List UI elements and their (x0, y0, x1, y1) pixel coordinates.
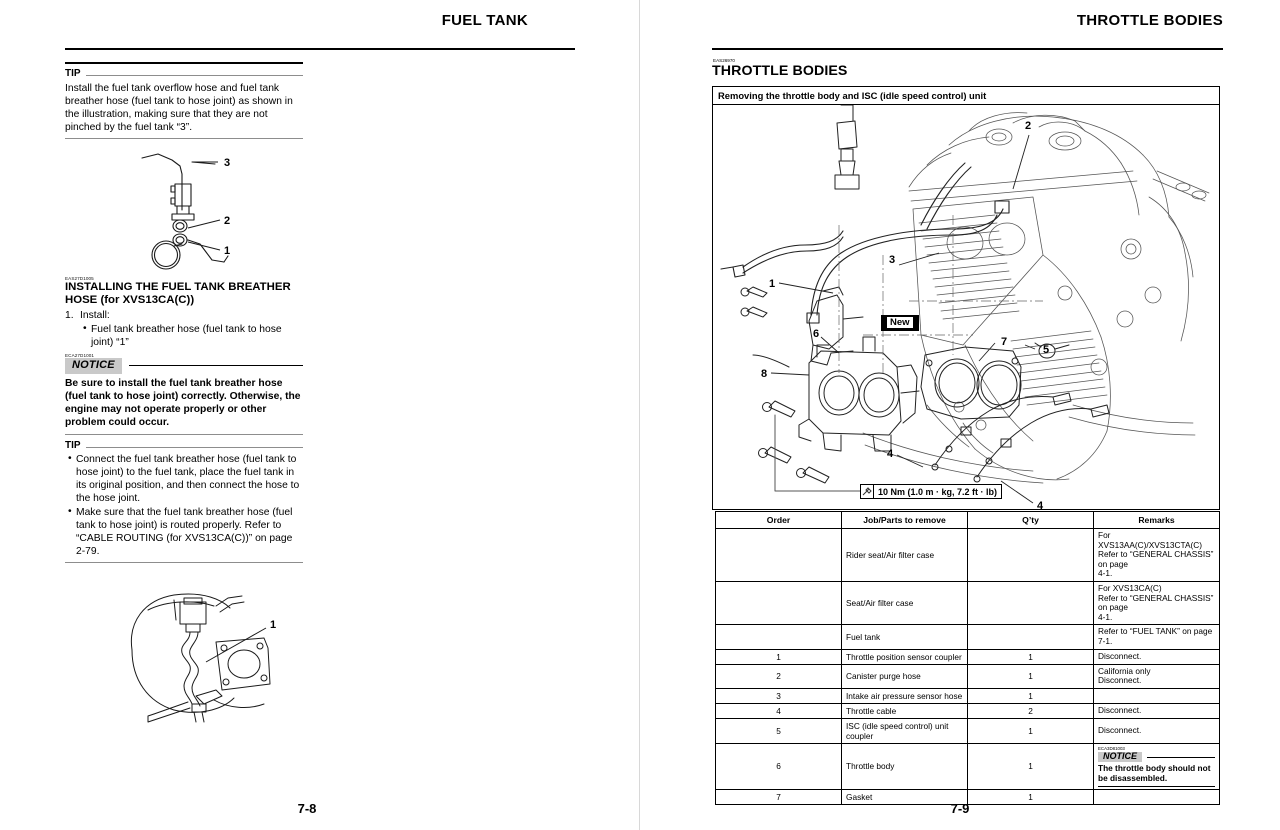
torque-spec-callout (860, 484, 1002, 499)
cell-order: 4 (716, 703, 842, 718)
step-label: Install: (80, 309, 110, 321)
table-notice-refcode: ECA3D81003 (1098, 745, 1125, 751)
cell-order (716, 581, 842, 624)
table-row (716, 529, 1220, 582)
notice-rule (129, 365, 303, 366)
table-notice-bottom-rule (1098, 786, 1215, 787)
tip-1-text: Install the fuel tank overflow hose and fuel tank breather hose (fuel tank to hose joint) as shown in the illustration, making sure that they are not pinched by the fuel tank “3”. (65, 83, 293, 134)
cell-qty: 1 (968, 649, 1094, 664)
cell-qty: 1 (968, 789, 1094, 804)
cell-qty: 1 (968, 688, 1094, 703)
cell-part: Intake air pressure sensor hose (842, 688, 968, 703)
left-column-section (65, 272, 303, 567)
cell-qty: 2 (968, 703, 1094, 718)
new-tag-label: New (887, 317, 913, 328)
table-notice-badge: NOTICE (1098, 752, 1142, 763)
table-notice-text: The throttle body should not be disassembled. (1098, 763, 1211, 783)
cell-order: 5 (716, 718, 842, 743)
figure-fuel-tank-hose-joint (120, 140, 300, 270)
diagram-callout-5: 5 (1043, 344, 1050, 356)
remark-line: 4-1. (1098, 568, 1113, 579)
tip-2-bullets (65, 453, 303, 559)
diagram-callout-4a: 4 (887, 448, 894, 460)
cell-order (716, 625, 842, 649)
right-section-title: THROTTLE BODIES (712, 63, 848, 79)
table-row (716, 688, 1220, 703)
step-bullet (80, 323, 303, 349)
tip-rule (86, 75, 303, 76)
bullet-text: Fuel tank breather hose (fuel tank to hose joint) “1” (91, 323, 282, 348)
diagram-frame (712, 86, 1220, 510)
cell-remarks (1094, 718, 1220, 743)
tip-bullet-text: Connect the fuel tank breather hose (fuel tank to hose joint) to the fuel tank, place the fuel tank in its original position, and then connect the hose to the hose joint. (76, 453, 300, 504)
cell-order: 7 (716, 789, 842, 804)
step-1 (65, 309, 303, 349)
diagram-caption: Removing the throttle body and ISC (idle speed control) unit (718, 90, 987, 101)
torque-value: 10 Nm (1.0 m · kg, 7.2 ft · lb) (878, 486, 998, 497)
tip-bullet-text: Make sure that the fuel tank breather hose (fuel tank to hose joint) is routed properly. Refer to “CABLE ROUTING (for XVS13CA(C))” on page 2-79. (76, 506, 293, 558)
wrench-icon (861, 485, 874, 498)
install-steps (65, 309, 303, 349)
tip-rule-2 (86, 447, 303, 448)
bullet-dot: • (83, 323, 87, 335)
section-title: INSTALLING THE FUEL TANK BREATHER HOSE (for XVS13CA(C)) (65, 281, 291, 307)
remark-line: Disconnect. (1098, 724, 1142, 735)
tip-label-2: TIP (65, 439, 81, 451)
exploded-diagram (713, 105, 1219, 509)
cell-part: Canister purge hose (842, 664, 968, 688)
cell-remarks (1094, 581, 1220, 624)
cell-remarks (1094, 649, 1220, 664)
cell-part: Throttle cable (842, 703, 968, 718)
tip-header-2 (65, 439, 303, 452)
divider-after-notice (65, 434, 303, 435)
diagram-callout-6: 6 (813, 328, 820, 340)
remark-line: 4-1. (1098, 611, 1113, 622)
divider-after-tip2 (65, 562, 303, 563)
col-order: Order (716, 512, 842, 529)
table-row (716, 581, 1220, 624)
right-header-rule (712, 48, 1223, 50)
cell-remarks (1094, 688, 1220, 703)
notice-block (65, 353, 303, 429)
table-row-notice (716, 743, 1220, 789)
tip-label: TIP (65, 68, 81, 79)
cell-part: Fuel tank (842, 625, 968, 649)
cell-remarks (1094, 529, 1220, 582)
left-header-rule (65, 48, 575, 50)
cell-order: 1 (716, 649, 842, 664)
cell-remarks (1094, 625, 1220, 649)
cell-remarks (1094, 664, 1220, 688)
left-folio: 7-8 (297, 801, 317, 816)
tip-header-1 (65, 67, 303, 80)
cell-order: 6 (716, 743, 842, 789)
remark-line: Refer to “FUEL TANK” on page 7-1. (1098, 626, 1213, 646)
table-row (716, 649, 1220, 664)
cell-qty: 1 (968, 664, 1094, 688)
parts-table (715, 511, 1220, 805)
remark-line: For XVS13AA(C)/XVS13CTA(C) (1098, 530, 1203, 550)
diagram-callout-3: 3 (889, 254, 896, 266)
cell-order (716, 529, 842, 582)
left-running-header: FUEL TANK (441, 12, 528, 29)
remark-line: For XVS13CA(C) (1098, 582, 1162, 593)
tip-bullet (65, 453, 303, 505)
notice-header (65, 358, 303, 374)
remark-line: Refer to “GENERAL CHASSIS” on page (1098, 592, 1214, 613)
table-row (716, 718, 1220, 743)
figure1-callout-2: 2 (224, 215, 231, 227)
cell-remarks-notice (1094, 743, 1220, 789)
notice-badge: NOTICE (65, 358, 122, 374)
cell-qty (968, 625, 1094, 649)
left-text-column (65, 58, 303, 143)
cell-qty (968, 581, 1094, 624)
table-row (716, 664, 1220, 688)
diagram-callout-7: 7 (1001, 336, 1008, 348)
remark-line: Refer to “GENERAL CHASSIS” on page (1098, 549, 1214, 569)
diagram-callout-1: 1 (769, 278, 776, 290)
table-notice-header (1098, 752, 1215, 763)
cell-qty (968, 529, 1094, 582)
new-part-tag (881, 315, 919, 331)
figure-cable-routing (118, 592, 318, 732)
section-refcode: EAS27D1005 (65, 276, 94, 281)
step-number: 1. (65, 309, 74, 321)
page-gutter (639, 0, 640, 830)
remark-line: Disconnect. (1098, 704, 1142, 715)
cell-order: 3 (716, 688, 842, 703)
cell-part: Throttle body (842, 743, 968, 789)
divider-top (65, 62, 303, 64)
right-running-header: THROTTLE BODIES (1076, 12, 1223, 29)
bullet-dot: • (68, 506, 72, 518)
right-folio: 7-9 (950, 801, 970, 816)
col-qty: Q’ty (968, 512, 1094, 529)
cell-qty: 1 (968, 718, 1094, 743)
remark-line: California only (1098, 665, 1151, 676)
tip-bullet (65, 506, 303, 558)
notice-refcode: ECA27D1001 (65, 353, 95, 359)
bullet-dot: • (68, 453, 72, 465)
cell-qty: 1 (968, 743, 1094, 789)
diagram-callout-8: 8 (761, 368, 768, 380)
cell-part: Seat/Air filter case (842, 581, 968, 624)
diagram-callout-4b: 4 (1037, 500, 1044, 509)
cell-part: Rider seat/Air filter case (842, 529, 968, 582)
notice-text: Be sure to install the fuel tank breather hose (fuel tank to hose joint) correctly. Otherwise, the engine may not operate properly or other problem could occur. (65, 377, 301, 429)
cell-order: 2 (716, 664, 842, 688)
remark-line: Disconnect. (1098, 650, 1142, 661)
cell-part: Throttle position sensor coupler (842, 649, 968, 664)
right-section-refcode: EAS26970 (713, 58, 735, 63)
cell-remarks (1094, 703, 1220, 718)
table-notice-rule (1147, 757, 1215, 758)
figure1-callout-1: 1 (224, 245, 231, 257)
col-part: Job/Parts to remove (842, 512, 968, 529)
diagram-callout-2: 2 (1025, 120, 1032, 132)
figure2-callout-1: 1 (270, 619, 277, 631)
table-row (716, 625, 1220, 649)
figure1-callout-3: 3 (224, 157, 231, 169)
step-1-bullets (80, 323, 303, 349)
cell-part: Gasket (842, 789, 968, 804)
cell-part: ISC (idle speed control) unit coupler (842, 718, 968, 743)
col-remarks: Remarks (1094, 512, 1220, 529)
table-row (716, 703, 1220, 718)
table-header-row (716, 512, 1220, 529)
remark-line: Disconnect. (1098, 675, 1142, 686)
